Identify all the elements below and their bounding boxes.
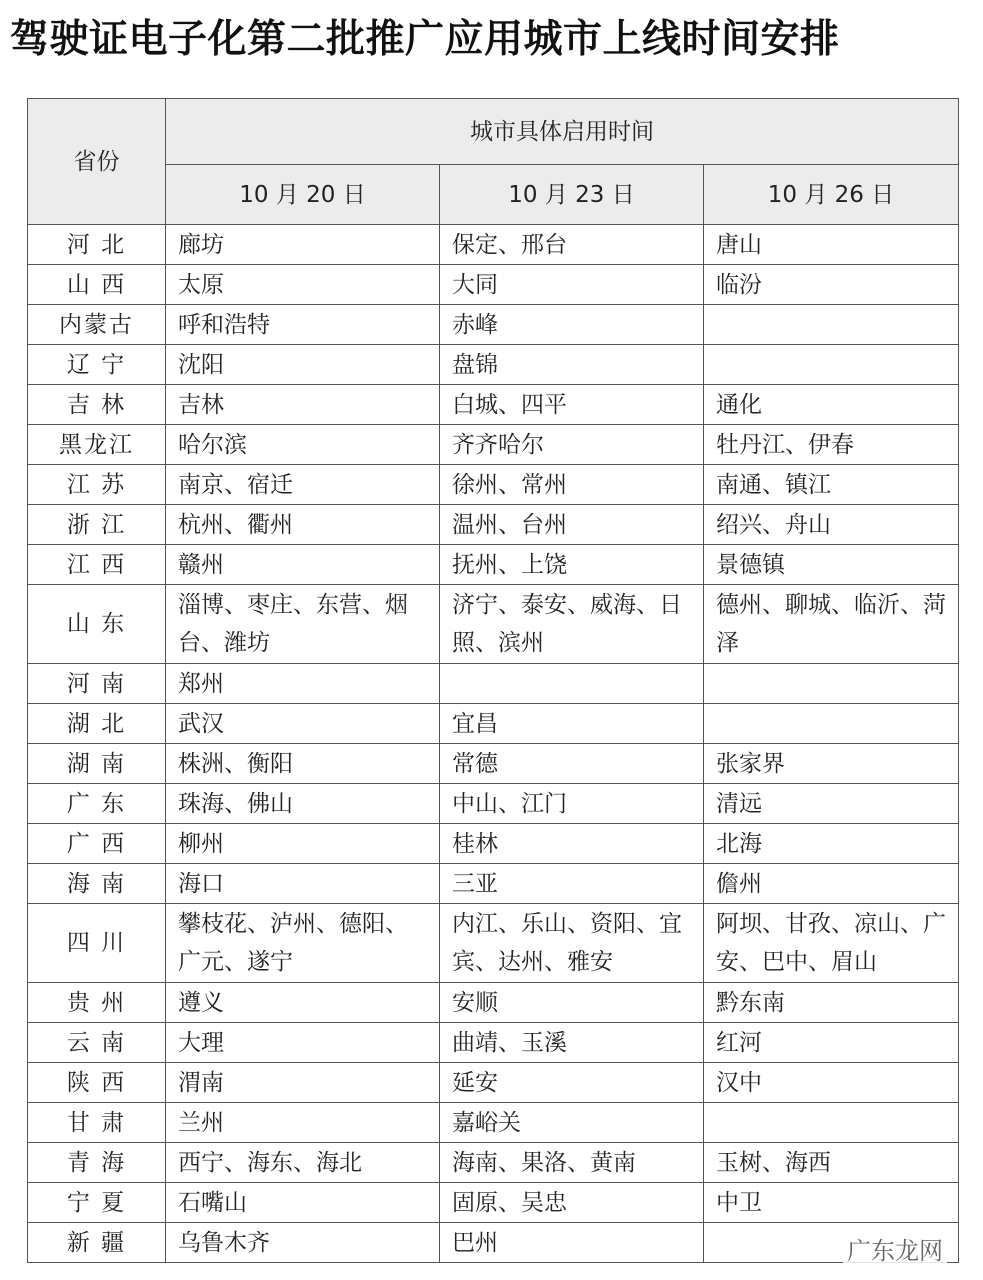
date-header-1: 10 月 20 日 xyxy=(166,165,440,225)
cities-oct26-cell: 北海 xyxy=(704,824,959,864)
date-header-2: 10 月 23 日 xyxy=(440,165,704,225)
table-row xyxy=(28,1063,959,1103)
table-row xyxy=(28,1183,959,1223)
cities-oct23-cell: 桂林 xyxy=(440,824,704,864)
page-title: 驾驶证电子化第二批推广应用城市上线时间安排 xyxy=(10,17,840,62)
cities-oct20-cell: 武汉 xyxy=(166,704,440,744)
cities-oct23-cell: 安顺 xyxy=(440,983,704,1023)
cities-oct26-cell: 通化 xyxy=(704,385,959,425)
province-cell: 辽 宁 xyxy=(28,345,166,385)
province-cell: 陕 西 xyxy=(28,1063,166,1103)
table-row xyxy=(28,225,959,265)
province-cell: 海 南 xyxy=(28,864,166,904)
cities-oct23-cell: 抚州、上饶 xyxy=(440,545,704,585)
cities-oct20-cell: 遵义 xyxy=(166,983,440,1023)
cities-oct20-cell: 兰州 xyxy=(166,1103,440,1143)
cities-oct26-cell: 景德镇 xyxy=(704,545,959,585)
province-cell: 江 苏 xyxy=(28,465,166,505)
cities-oct23-cell: 赤峰 xyxy=(440,305,704,345)
province-cell: 青 海 xyxy=(28,1143,166,1183)
province-cell: 黑龙江 xyxy=(28,425,166,465)
cities-oct26-cell: 黔东南 xyxy=(704,983,959,1023)
province-cell: 新 疆 xyxy=(28,1223,166,1263)
table-body xyxy=(28,225,959,1263)
table-row xyxy=(28,345,959,385)
table-row xyxy=(28,385,959,425)
cities-oct20-cell: 西宁、海东、海北 xyxy=(166,1143,440,1183)
group-header: 城市具体启用时间 xyxy=(166,99,959,165)
table-row xyxy=(28,704,959,744)
cities-oct23-cell: 海南、果洛、黄南 xyxy=(440,1143,704,1183)
cities-oct20-cell: 杭州、衢州 xyxy=(166,505,440,545)
cities-oct23-cell: 宜昌 xyxy=(440,704,704,744)
province-cell: 浙 江 xyxy=(28,505,166,545)
cities-oct23-cell: 济宁、泰安、威海、日照、滨州 xyxy=(440,585,704,664)
table-row xyxy=(28,425,959,465)
cities-oct20-cell: 哈尔滨 xyxy=(166,425,440,465)
cities-oct26-cell: 南通、镇江 xyxy=(704,465,959,505)
cities-oct26-cell xyxy=(704,345,959,385)
table-row xyxy=(28,744,959,784)
cities-oct23-cell: 延安 xyxy=(440,1063,704,1103)
province-cell: 河 南 xyxy=(28,664,166,704)
cities-oct23-cell: 巴州 xyxy=(440,1223,704,1263)
cities-oct26-cell: 绍兴、舟山 xyxy=(704,505,959,545)
cities-oct20-cell: 海口 xyxy=(166,864,440,904)
province-cell: 内蒙古 xyxy=(28,305,166,345)
table-row xyxy=(28,664,959,704)
cities-oct26-cell: 临汾 xyxy=(704,265,959,305)
province-cell: 吉 林 xyxy=(28,385,166,425)
cities-oct26-cell: 唐山 xyxy=(704,225,959,265)
cities-oct23-cell: 盘锦 xyxy=(440,345,704,385)
table-row xyxy=(28,784,959,824)
cities-oct23-cell: 温州、台州 xyxy=(440,505,704,545)
province-cell: 贵 州 xyxy=(28,983,166,1023)
table-row xyxy=(28,545,959,585)
cities-oct23-cell: 曲靖、玉溪 xyxy=(440,1023,704,1063)
cities-oct26-cell xyxy=(704,704,959,744)
cities-oct23-cell: 嘉峪关 xyxy=(440,1103,704,1143)
cities-oct26-cell: 德州、聊城、临沂、菏泽 xyxy=(704,585,959,664)
cities-oct26-cell: 牡丹江、伊春 xyxy=(704,425,959,465)
cities-oct23-cell: 固原、吴忠 xyxy=(440,1183,704,1223)
watermark-logo: 广东龙网 xyxy=(843,1231,947,1266)
table-row xyxy=(28,1023,959,1063)
table-row xyxy=(28,1103,959,1143)
table-row xyxy=(28,983,959,1023)
cities-oct26-cell: 清远 xyxy=(704,784,959,824)
cities-oct26-cell xyxy=(704,305,959,345)
cities-oct20-cell: 珠海、佛山 xyxy=(166,784,440,824)
table-row xyxy=(28,265,959,305)
table-row xyxy=(28,824,959,864)
province-cell: 山 西 xyxy=(28,265,166,305)
cities-oct23-cell: 三亚 xyxy=(440,864,704,904)
province-cell: 四 川 xyxy=(28,904,166,983)
province-cell: 广 东 xyxy=(28,784,166,824)
cities-oct23-cell: 齐齐哈尔 xyxy=(440,425,704,465)
schedule-table xyxy=(27,98,959,1263)
table-row xyxy=(28,904,959,983)
cities-oct23-cell: 白城、四平 xyxy=(440,385,704,425)
cities-oct20-cell: 赣州 xyxy=(166,545,440,585)
cities-oct26-cell: 张家界 xyxy=(704,744,959,784)
province-cell: 湖 南 xyxy=(28,744,166,784)
cities-oct20-cell: 乌鲁木齐 xyxy=(166,1223,440,1263)
cities-oct20-cell: 南京、宿迁 xyxy=(166,465,440,505)
cities-oct20-cell: 沈阳 xyxy=(166,345,440,385)
cities-oct20-cell: 太原 xyxy=(166,265,440,305)
table-row xyxy=(28,864,959,904)
cities-oct20-cell: 廊坊 xyxy=(166,225,440,265)
table-row xyxy=(28,1143,959,1183)
province-cell: 山 东 xyxy=(28,585,166,664)
cities-oct23-cell: 保定、邢台 xyxy=(440,225,704,265)
province-cell: 甘 肃 xyxy=(28,1103,166,1143)
province-header: 省份 xyxy=(28,99,166,225)
cities-oct20-cell: 吉林 xyxy=(166,385,440,425)
cities-oct23-cell xyxy=(440,664,704,704)
table-row xyxy=(28,1223,959,1263)
table-row xyxy=(28,585,959,664)
cities-oct20-cell: 渭南 xyxy=(166,1063,440,1103)
cities-oct23-cell: 徐州、常州 xyxy=(440,465,704,505)
cities-oct23-cell: 内江、乐山、资阳、宜宾、达州、雅安 xyxy=(440,904,704,983)
cities-oct20-cell: 株洲、衡阳 xyxy=(166,744,440,784)
cities-oct26-cell: 红河 xyxy=(704,1023,959,1063)
cities-oct26-cell: 玉树、海西 xyxy=(704,1143,959,1183)
table-row xyxy=(28,505,959,545)
province-cell: 广 西 xyxy=(28,824,166,864)
province-cell: 江 西 xyxy=(28,545,166,585)
date-header-3: 10 月 26 日 xyxy=(704,165,959,225)
cities-oct26-cell xyxy=(704,664,959,704)
province-cell: 宁 夏 xyxy=(28,1183,166,1223)
cities-oct26-cell xyxy=(704,1103,959,1143)
cities-oct26-cell: 儋州 xyxy=(704,864,959,904)
table-row xyxy=(28,465,959,505)
cities-oct20-cell: 大理 xyxy=(166,1023,440,1063)
province-cell: 湖 北 xyxy=(28,704,166,744)
cities-oct20-cell: 攀枝花、泸州、德阳、广元、遂宁 xyxy=(166,904,440,983)
cities-oct20-cell: 石嘴山 xyxy=(166,1183,440,1223)
cities-oct23-cell: 中山、江门 xyxy=(440,784,704,824)
table-row xyxy=(28,305,959,345)
province-cell: 云 南 xyxy=(28,1023,166,1063)
province-cell: 河 北 xyxy=(28,225,166,265)
cities-oct26-cell: 汉中 xyxy=(704,1063,959,1103)
cities-oct23-cell: 大同 xyxy=(440,265,704,305)
cities-oct20-cell: 郑州 xyxy=(166,664,440,704)
cities-oct20-cell: 柳州 xyxy=(166,824,440,864)
cities-oct20-cell: 呼和浩特 xyxy=(166,305,440,345)
cities-oct20-cell: 淄博、枣庄、东营、烟台、潍坊 xyxy=(166,585,440,664)
cities-oct26-cell: 中卫 xyxy=(704,1183,959,1223)
cities-oct26-cell: 阿坝、甘孜、凉山、广安、巴中、眉山 xyxy=(704,904,959,983)
cities-oct23-cell: 常德 xyxy=(440,744,704,784)
